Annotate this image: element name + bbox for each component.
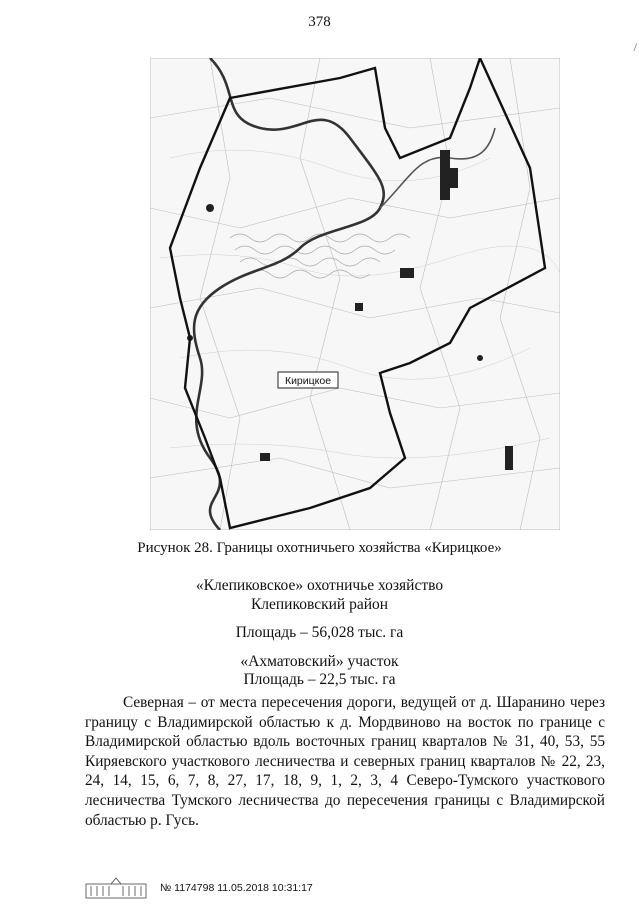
registry-stamp-icon <box>85 876 147 900</box>
figure-caption: Рисунок 28. Границы охотничьего хозяйства «Кирицкое» <box>137 540 502 556</box>
subsection-title: «Ахматовский» участок <box>240 653 399 670</box>
section-area: Площадь – 56,028 тыс. га <box>235 624 404 641</box>
section-title: «Клепиковское» охотничье хозяйство <box>195 577 444 594</box>
hunting-ground-map <box>150 58 560 530</box>
subsection-area: Площадь – 22,5 тыс. га <box>243 671 396 688</box>
map-place-label: Кирицкое <box>284 375 332 387</box>
document-footer <box>85 876 485 900</box>
section-district: Клепиковский район <box>250 596 389 613</box>
boundary-description: Северная – от места пересечения дороги, ведущей от д. Шаранино через границу с Владимирской областью к д. Мордвиново на восток по границе с Владимирской областью вдоль восточных границ кварталов № 31, 40, 53, 55 Киряевского участкового лесничества и северных границ кварталов № 22, 23, 24, 14, 15, 6, 7, 8, 27, 17, 18, 9, 1, 2, 3, 4 Северо-Тумского участкового лесничества Тумского лесничества до пересечения границы с Владимирской областью р. Гусь. <box>85 694 605 829</box>
corner-mark: / <box>633 40 637 54</box>
doc-registry-number: № 1174798 11.05.2018 10:31:17 <box>160 882 313 894</box>
page-number: 378 <box>308 14 331 30</box>
